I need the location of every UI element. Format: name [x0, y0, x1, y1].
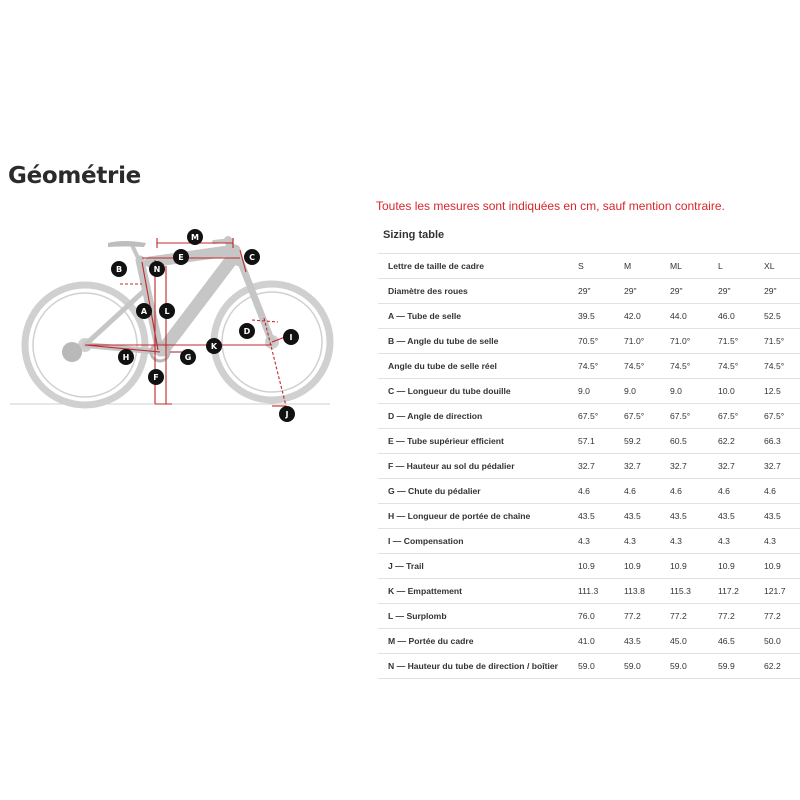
badge-B-label: B: [115, 265, 123, 274]
cell-value: 10.9: [670, 554, 718, 579]
cell-value: 66.3: [764, 429, 800, 454]
table-row: [378, 479, 800, 504]
row-label: I — Compensation: [378, 529, 578, 554]
badge-F-label: F: [153, 373, 159, 382]
size-header: ML: [670, 254, 718, 279]
cell-value: 32.7: [624, 454, 670, 479]
badge-I-label: I: [289, 333, 293, 342]
cell-value: 46.0: [718, 304, 764, 329]
cell-value: 113.8: [624, 579, 670, 604]
table-row: [378, 279, 800, 304]
cell-value: 45.0: [670, 629, 718, 654]
cell-value: 32.7: [578, 454, 624, 479]
cell-value: 4.6: [718, 479, 764, 504]
row-label: F — Hauteur au sol du pédalier: [378, 454, 578, 479]
cell-value: 60.5: [670, 429, 718, 454]
table-row: [378, 429, 800, 454]
badge-L: [159, 303, 175, 319]
table-row: [378, 304, 800, 329]
size-header: L: [718, 254, 764, 279]
row-label: Angle du tube de selle réel: [378, 354, 578, 379]
cell-value: 10.0: [718, 379, 764, 404]
badge-K-label: K: [210, 342, 218, 351]
badge-E: [173, 249, 189, 265]
badge-H: [118, 349, 134, 365]
badge-J-label: J: [285, 410, 289, 419]
cell-value: 57.1: [578, 429, 624, 454]
cell-value: 10.9: [764, 554, 800, 579]
cell-value: 77.2: [624, 604, 670, 629]
cell-value: 71.5°: [764, 329, 800, 354]
cell-value: 71.0°: [670, 329, 718, 354]
badge-I: [283, 329, 299, 345]
row-label: J — Trail: [378, 554, 578, 579]
cell-value: 67.5°: [670, 404, 718, 429]
row-label: A — Tube de selle: [378, 304, 578, 329]
table-row: [378, 329, 800, 354]
row-label: Diamètre des roues: [378, 279, 578, 304]
cell-value: 74.5°: [718, 354, 764, 379]
cell-value: 4.3: [578, 529, 624, 554]
badge-B: [111, 261, 127, 277]
cell-value: 59.0: [670, 654, 718, 679]
cell-value: 111.3: [578, 579, 624, 604]
cell-value: 9.0: [670, 379, 718, 404]
row-label: K — Empattement: [378, 579, 578, 604]
saddle: [108, 241, 146, 247]
cell-value: 67.5°: [578, 404, 624, 429]
badge-N: [149, 261, 165, 277]
cell-value: 43.5: [624, 504, 670, 529]
cell-value: 44.0: [670, 304, 718, 329]
cell-value: 4.6: [670, 479, 718, 504]
size-header: XL: [764, 254, 800, 279]
cell-value: 67.5°: [764, 404, 800, 429]
cell-value: 74.5°: [670, 354, 718, 379]
cell-value: 41.0: [578, 629, 624, 654]
cell-value: 4.3: [624, 529, 670, 554]
row-label: H — Longueur de portée de chaîne: [378, 504, 578, 529]
row-label: E — Tube supérieur efficient: [378, 429, 578, 454]
cell-value: 32.7: [764, 454, 800, 479]
cell-value: 29": [718, 279, 764, 304]
cell-value: 74.5°: [624, 354, 670, 379]
measurement-notice: Toutes les mesures sont indiquées en cm, sauf mention contraire.: [376, 199, 725, 213]
cell-value: 117.2: [718, 579, 764, 604]
cell-value: 29": [578, 279, 624, 304]
cell-value: 4.6: [764, 479, 800, 504]
cell-value: 29": [670, 279, 718, 304]
cell-value: 121.7: [764, 579, 800, 604]
sizing-table-caption: Sizing table: [383, 229, 445, 241]
row-label: B — Angle du tube de selle: [378, 329, 578, 354]
cell-value: 9.0: [624, 379, 670, 404]
cell-value: 43.5: [578, 504, 624, 529]
cell-value: 67.5°: [624, 404, 670, 429]
badge-E-label: E: [178, 253, 184, 262]
cell-value: 43.5: [670, 504, 718, 529]
cell-value: 62.2: [764, 654, 800, 679]
cell-value: 29": [624, 279, 670, 304]
table-row: [378, 604, 800, 629]
table-header-row: [378, 254, 800, 279]
cell-value: 4.6: [624, 479, 670, 504]
cell-value: 4.6: [578, 479, 624, 504]
table-row: [378, 504, 800, 529]
cell-value: 74.5°: [578, 354, 624, 379]
table-row: [378, 354, 800, 379]
row-label: G — Chute du pédalier: [378, 479, 578, 504]
cell-value: 10.9: [718, 554, 764, 579]
table-row: [378, 404, 800, 429]
cell-value: 59.0: [624, 654, 670, 679]
badge-K: [206, 338, 222, 354]
cell-value: 39.5: [578, 304, 624, 329]
size-header: M: [624, 254, 670, 279]
cell-value: 9.0: [578, 379, 624, 404]
cell-value: 71.0°: [624, 329, 670, 354]
table-row: [378, 654, 800, 679]
cell-value: 59.0: [578, 654, 624, 679]
geometry-diagram: [0, 215, 340, 430]
cell-value: 77.2: [718, 604, 764, 629]
cell-value: 12.5: [764, 379, 800, 404]
page-title: Géométrie: [8, 163, 141, 189]
badge-D: [239, 323, 255, 339]
cell-value: 32.7: [670, 454, 718, 479]
badge-N-label: N: [153, 265, 161, 274]
cell-value: 52.5: [764, 304, 800, 329]
table-row: [378, 529, 800, 554]
badge-M-label: M: [191, 233, 199, 242]
table-row: [378, 629, 800, 654]
cell-value: 43.5: [718, 504, 764, 529]
cell-value: 42.0: [624, 304, 670, 329]
cell-value: 59.2: [624, 429, 670, 454]
cell-value: 77.2: [670, 604, 718, 629]
geometry-table: [378, 253, 800, 679]
header-label: Lettre de taille de cadre: [378, 254, 578, 279]
badge-H-label: H: [122, 353, 130, 362]
row-label: L — Surplomb: [378, 604, 578, 629]
badge-G-label: G: [184, 353, 192, 362]
cell-value: 50.0: [764, 629, 800, 654]
cell-value: 4.3: [670, 529, 718, 554]
badge-L-label: L: [164, 307, 170, 316]
badge-A-label: A: [140, 307, 148, 316]
size-header: S: [578, 254, 624, 279]
row-label: N — Hauteur du tube de direction / boîtier: [378, 654, 578, 679]
cell-value: 43.5: [764, 504, 800, 529]
cell-value: 46.5: [718, 629, 764, 654]
cell-value: 77.2: [764, 604, 800, 629]
badge-C-label: C: [249, 253, 255, 262]
cell-value: 67.5°: [718, 404, 764, 429]
cell-value: 10.9: [578, 554, 624, 579]
cell-value: 10.9: [624, 554, 670, 579]
cassette: [62, 342, 82, 362]
table-row: [378, 579, 800, 604]
cell-value: 29": [764, 279, 800, 304]
row-label: M — Portée du cadre: [378, 629, 578, 654]
cell-value: 43.5: [624, 629, 670, 654]
cell-value: 74.5°: [764, 354, 800, 379]
cell-value: 71.5°: [718, 329, 764, 354]
badge-F: [148, 369, 164, 385]
cell-value: 70.5°: [578, 329, 624, 354]
table-row: [378, 379, 800, 404]
cell-value: 62.2: [718, 429, 764, 454]
cell-value: 59.9: [718, 654, 764, 679]
row-label: C — Longueur du tube douille: [378, 379, 578, 404]
badge-J: [279, 406, 295, 422]
table-row: [378, 454, 800, 479]
badge-A: [136, 303, 152, 319]
cell-value: 4.3: [718, 529, 764, 554]
cell-value: 76.0: [578, 604, 624, 629]
cell-value: 32.7: [718, 454, 764, 479]
row-label: D — Angle de direction: [378, 404, 578, 429]
badge-C: [244, 249, 260, 265]
badge-D-label: D: [243, 327, 251, 336]
badge-M: [187, 229, 203, 245]
table-row: [378, 554, 800, 579]
cell-value: 115.3: [670, 579, 718, 604]
badge-G: [180, 349, 196, 365]
cell-value: 4.3: [764, 529, 800, 554]
